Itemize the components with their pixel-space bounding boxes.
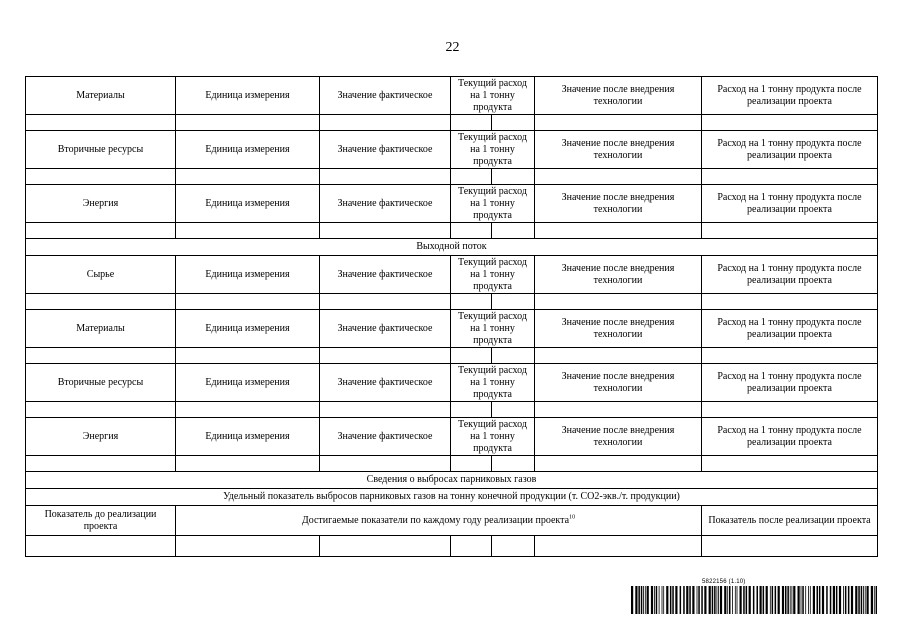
group-label: Вторичные ресурсы <box>26 131 176 169</box>
value-cell[interactable] <box>451 223 492 239</box>
group-header-row <box>26 77 878 115</box>
column-header: Значение после внедрения технологии <box>535 310 702 348</box>
barcode-bar <box>718 586 719 614</box>
barcode-bar <box>808 586 809 614</box>
column-header: Единица измерения <box>176 364 320 402</box>
barcode-bar <box>763 586 765 614</box>
barcode-bar <box>802 586 804 614</box>
barcode-bar <box>839 586 841 614</box>
value-cell[interactable] <box>176 348 320 364</box>
group-value-row <box>26 402 878 418</box>
emissions-achieved-label <box>176 506 702 536</box>
barcode-bar <box>813 586 815 614</box>
emissions-year-value[interactable] <box>320 536 451 557</box>
value-cell[interactable] <box>26 223 176 239</box>
barcode-bar <box>778 586 780 614</box>
barcode-bar <box>874 586 875 614</box>
footnote-mark: 10 <box>569 514 576 521</box>
column-header: Текущий расход на 1 тонну продукта <box>451 185 535 223</box>
column-header: Значение после внедрения технологии <box>535 364 702 402</box>
barcode-bar <box>712 586 714 614</box>
barcode-bar <box>631 586 633 614</box>
group-value-row <box>26 115 878 131</box>
value-cell[interactable] <box>320 402 451 418</box>
barcode-bar <box>775 586 777 614</box>
barcode-bar <box>863 586 864 614</box>
value-cell[interactable] <box>176 294 320 310</box>
barcode-bar <box>833 586 835 614</box>
value-cell[interactable] <box>535 223 702 239</box>
barcode-bar <box>683 586 685 614</box>
emissions-subtitle: Удельный показатель выбросов парниковых газов на тонну конечной продукции (т. СО2-экв./т. продукции) <box>26 489 878 506</box>
page-number: 22 <box>445 40 460 55</box>
value-cell[interactable] <box>26 456 176 472</box>
barcode-bar <box>727 586 728 614</box>
column-header: Единица измерения <box>176 131 320 169</box>
column-header: Значение после внедрения технологии <box>535 185 702 223</box>
barcode-bar <box>760 586 762 614</box>
barcode-bar <box>782 586 784 614</box>
group-label: Энергия <box>26 185 176 223</box>
barcode-bar <box>749 586 751 614</box>
barcode-bar <box>855 586 857 614</box>
value-cell[interactable] <box>492 402 535 418</box>
column-header: Расход на 1 тонну продукта после реализации проекта <box>702 364 878 402</box>
column-header: Значение фактическое <box>320 310 451 348</box>
value-cell[interactable] <box>492 169 535 185</box>
barcode-bar <box>785 586 787 614</box>
value-cell[interactable] <box>26 169 176 185</box>
barcode-bar <box>686 586 688 614</box>
column-header: Текущий расход на 1 тонну продукта <box>451 418 535 456</box>
barcode-bar <box>845 586 847 614</box>
barcode-bar <box>843 586 844 614</box>
value-cell[interactable] <box>26 115 176 131</box>
emissions-year-value[interactable] <box>535 536 702 557</box>
barcode-bar <box>871 586 873 614</box>
barcode-bar <box>798 586 800 614</box>
column-header: Значение фактическое <box>320 364 451 402</box>
emissions-before-label: Показатель до реализации проекта <box>26 506 176 536</box>
value-cell[interactable] <box>535 169 702 185</box>
value-cell[interactable] <box>702 294 878 310</box>
output-section-title: Выходной поток <box>26 239 878 256</box>
barcode-image <box>631 586 877 614</box>
emissions-after-value[interactable] <box>702 536 878 557</box>
value-cell[interactable] <box>492 223 535 239</box>
value-cell[interactable] <box>702 115 878 131</box>
barcode-bar <box>805 586 806 614</box>
barcode-bar <box>645 586 646 614</box>
group-label: Материалы <box>26 310 176 348</box>
barcode-bar <box>735 586 736 614</box>
barcode-bar <box>717 586 718 614</box>
barcode-bar <box>689 586 691 614</box>
barcode-bar <box>793 586 795 614</box>
emissions-section-title: Сведения о выбросах парниковых газов <box>26 472 878 489</box>
column-header: Единица измерения <box>176 77 320 115</box>
group-label: Вторичные ресурсы <box>26 364 176 402</box>
column-header: Значение после внедрения технологии <box>535 256 702 294</box>
value-cell[interactable] <box>26 348 176 364</box>
barcode-bar <box>732 586 733 614</box>
group-value-row <box>26 348 878 364</box>
column-header: Расход на 1 тонну продукта после реализации проекта <box>702 77 878 115</box>
barcode-bar <box>724 586 726 614</box>
value-cell[interactable] <box>451 169 492 185</box>
value-cell[interactable] <box>176 402 320 418</box>
barcode-bar <box>663 586 664 614</box>
group-header-row <box>26 418 878 456</box>
barcode-bar <box>822 586 824 614</box>
barcode-bar <box>766 586 768 614</box>
barcode-bar <box>848 586 850 614</box>
barcode-bar <box>692 586 694 614</box>
column-header: Расход на 1 тонну продукта после реализации проекта <box>702 185 878 223</box>
barcode-bar <box>635 586 637 614</box>
barcode-bar <box>704 586 706 614</box>
group-label: Энергия <box>26 418 176 456</box>
barcode-bar <box>737 586 738 614</box>
value-cell[interactable] <box>451 115 492 131</box>
barcode-bar <box>851 586 853 614</box>
column-header: Значение фактическое <box>320 418 451 456</box>
column-header: Текущий расход на 1 тонну продукта <box>451 77 535 115</box>
barcode-number: 5822156 (1.10) <box>702 579 746 585</box>
group-value-row <box>26 223 878 239</box>
group-label: Материалы <box>26 77 176 115</box>
barcode-bar <box>753 586 755 614</box>
barcode-bar <box>861 586 863 614</box>
barcode-bar <box>638 586 640 614</box>
group-header-row <box>26 310 878 348</box>
value-cell[interactable] <box>176 169 320 185</box>
value-cell[interactable] <box>176 456 320 472</box>
barcode-bar <box>876 586 877 614</box>
barcode-bar <box>670 586 672 614</box>
value-cell[interactable] <box>26 402 176 418</box>
barcode-bar <box>810 586 811 614</box>
column-header: Текущий расход на 1 тонну продукта <box>451 256 535 294</box>
barcode-bar <box>867 586 869 614</box>
barcode-bar <box>675 586 677 614</box>
value-cell[interactable] <box>702 169 878 185</box>
group-header-row <box>26 364 878 402</box>
barcode-bar <box>858 586 860 614</box>
barcode-bar <box>729 586 731 614</box>
value-cell[interactable] <box>320 223 451 239</box>
column-header: Текущий расход на 1 тонну продукта <box>451 364 535 402</box>
value-cell[interactable] <box>492 348 535 364</box>
column-header: Единица измерения <box>176 185 320 223</box>
barcode-bar <box>865 586 866 614</box>
value-cell[interactable] <box>451 402 492 418</box>
barcode-bar <box>836 586 838 614</box>
value-cell[interactable] <box>702 402 878 418</box>
barcode-bar <box>772 586 774 614</box>
value-cell[interactable] <box>320 169 451 185</box>
barcode-bar <box>743 586 745 614</box>
value-cell[interactable] <box>535 294 702 310</box>
value-cell[interactable] <box>535 402 702 418</box>
value-cell[interactable] <box>26 294 176 310</box>
barcode-bar <box>698 586 700 614</box>
group-value-row <box>26 169 878 185</box>
column-header: Значение фактическое <box>320 131 451 169</box>
value-cell[interactable] <box>320 348 451 364</box>
value-cell[interactable] <box>176 223 320 239</box>
barcode-bar <box>830 586 832 614</box>
barcode-bar <box>792 586 793 614</box>
column-header: Значение после внедрения технологии <box>535 131 702 169</box>
column-header: Расход на 1 тонну продукта после реализации проекта <box>702 418 878 456</box>
barcode-bar <box>801 586 802 614</box>
column-header: Значение фактическое <box>320 185 451 223</box>
column-header: Значение после внедрения технологии <box>535 77 702 115</box>
value-cell[interactable] <box>492 115 535 131</box>
barcode-bar <box>817 586 819 614</box>
value-cell[interactable] <box>702 223 878 239</box>
barcode-bar <box>672 586 674 614</box>
emissions-after-label: Показатель после реализации проекта <box>702 506 878 536</box>
column-header: Значение фактическое <box>320 256 451 294</box>
barcode-bar <box>643 586 644 614</box>
resource-flow-table <box>25 76 878 557</box>
barcode-bar <box>656 586 658 614</box>
column-header: Значение фактическое <box>320 77 451 115</box>
column-header: Расход на 1 тонну продукта после реализации проекта <box>702 256 878 294</box>
barcode-bar <box>720 586 722 614</box>
barcode-bar <box>757 586 759 614</box>
barcode-bar <box>697 586 698 614</box>
barcode-bar <box>709 586 711 614</box>
barcode-bar <box>787 586 789 614</box>
column-header: Расход на 1 тонну продукта после реализации проекта <box>702 131 878 169</box>
barcode-bar <box>654 586 655 614</box>
value-cell[interactable] <box>492 294 535 310</box>
achieved-label-text: Достигаемые показатели по каждому году реализации проекта <box>301 514 570 526</box>
column-header: Текущий расход на 1 тонну продукта <box>451 310 535 348</box>
value-cell[interactable] <box>535 115 702 131</box>
barcode-bar <box>746 586 748 614</box>
value-cell[interactable] <box>451 294 492 310</box>
barcode-bar <box>714 586 716 614</box>
column-header: Расход на 1 тонну продукта после реализации проекта <box>702 310 878 348</box>
barcode-bar <box>701 586 703 614</box>
barcode-bar <box>662 586 663 614</box>
value-cell[interactable] <box>451 348 492 364</box>
column-header: Единица измерения <box>176 310 320 348</box>
barcode-bar <box>641 586 643 614</box>
barcode-bar <box>790 586 791 614</box>
barcode-bar <box>651 586 653 614</box>
barcode-bar <box>826 586 828 614</box>
group-value-row <box>26 456 878 472</box>
value-cell[interactable] <box>320 115 451 131</box>
barcode-bar <box>659 586 660 614</box>
column-header: Единица измерения <box>176 418 320 456</box>
group-header-row <box>26 131 878 169</box>
barcode-bar <box>770 586 771 614</box>
value-cell[interactable] <box>492 456 535 472</box>
group-value-row <box>26 294 878 310</box>
value-cell[interactable] <box>320 456 451 472</box>
value-cell[interactable] <box>702 348 878 364</box>
emissions-year-value[interactable] <box>492 536 535 557</box>
group-label: Сырье <box>26 256 176 294</box>
value-cell[interactable] <box>535 456 702 472</box>
group-header-row <box>26 185 878 223</box>
value-cell[interactable] <box>176 115 320 131</box>
barcode-bar <box>666 586 668 614</box>
emissions-before-value[interactable] <box>26 536 176 557</box>
barcode-bar <box>680 586 682 614</box>
barcode-bar <box>740 586 742 614</box>
emissions-year-value[interactable] <box>176 536 320 557</box>
value-cell[interactable] <box>535 348 702 364</box>
column-header: Значение после внедрения технологии <box>535 418 702 456</box>
emissions-year-value[interactable] <box>451 536 492 557</box>
group-header-row <box>26 256 878 294</box>
column-header: Текущий расход на 1 тонну продукта <box>451 131 535 169</box>
barcode-bar <box>819 586 821 614</box>
column-header: Единица измерения <box>176 256 320 294</box>
output-section-row <box>26 239 878 256</box>
barcode-bar <box>647 586 649 614</box>
value-cell[interactable] <box>451 456 492 472</box>
value-cell[interactable] <box>320 294 451 310</box>
value-cell[interactable] <box>702 456 878 472</box>
